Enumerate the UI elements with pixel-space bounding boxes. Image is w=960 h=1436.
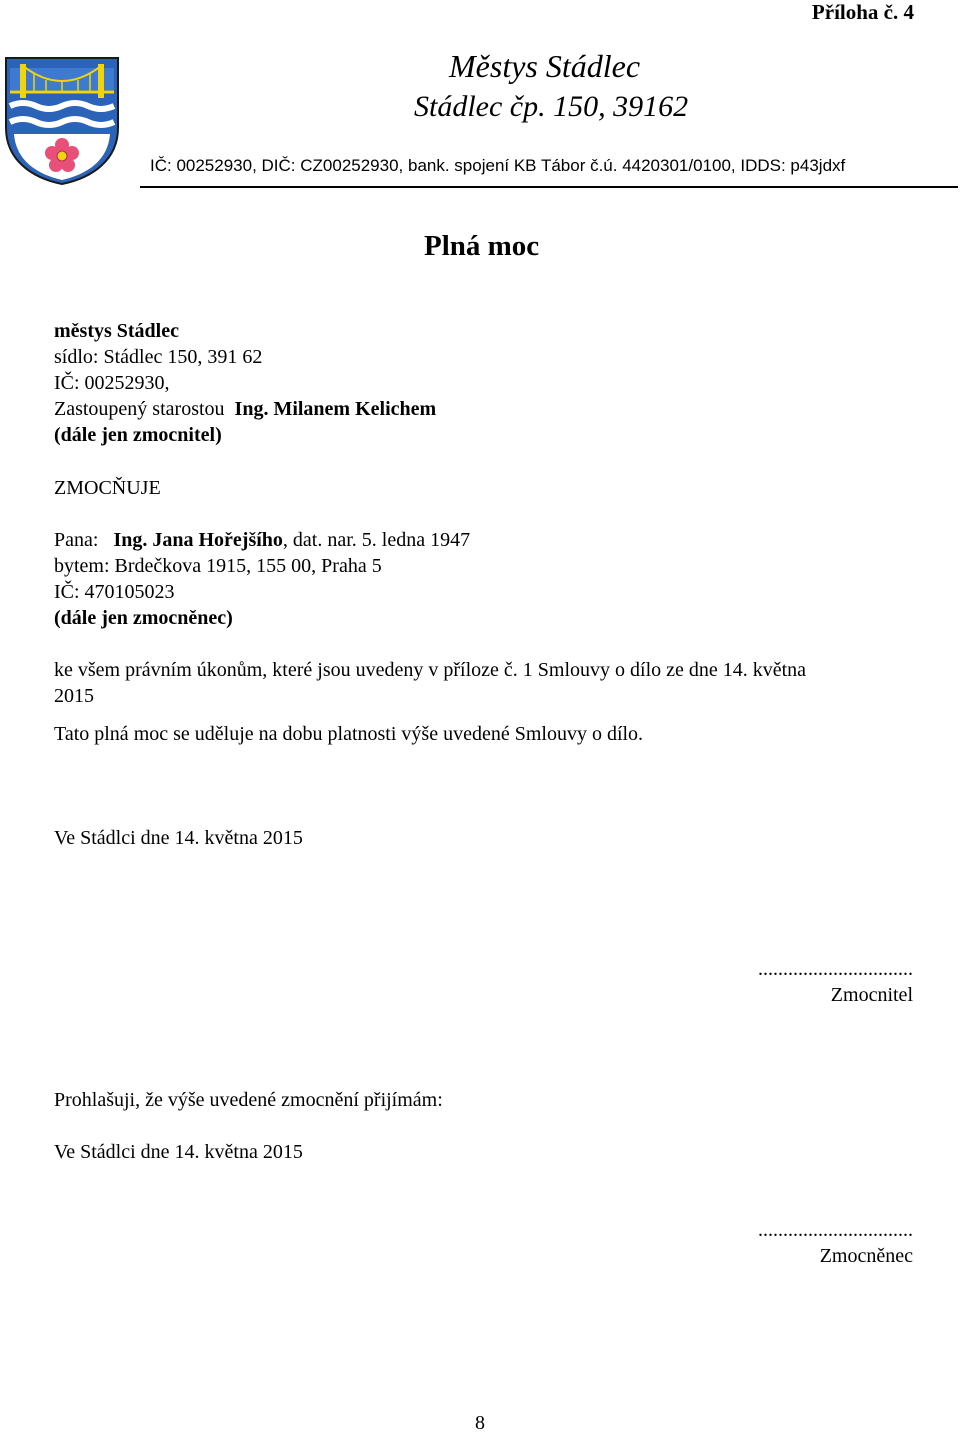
annex-label: Příloha č. 4 — [811, 0, 914, 24]
municipality-address: Stádlec čp. 150, 39162 — [414, 90, 689, 123]
coat-of-arms-icon — [4, 56, 120, 186]
grantor-alias: (dále jen zmocnitel) — [54, 424, 222, 446]
signature-line-grantee: ............................... — [758, 1219, 913, 1241]
represented-name: Ing. Milanem Kelichem — [234, 398, 437, 420]
scope-line-1: ke všem právním úkonům, které jsou uvedeny v příloze č. 1 Smlouvy o dílo ze dne 14. května — [54, 659, 807, 681]
grantor-ic: IČ: 00252930, — [54, 372, 170, 394]
grantee-ic: IČ: 470105023 — [54, 581, 175, 603]
signature-line-grantor: ............................... — [758, 958, 913, 980]
validity-statement: Tato plná moc se uděluje na dobu platnosti výše uvedené Smlouvy o dílo. — [54, 723, 644, 745]
authorization-verb: ZMOCŇUJE — [54, 477, 161, 499]
grantor-representation — [54, 398, 436, 421]
grantee-name: Ing. Jana Hořejšího — [113, 529, 283, 551]
document-title: Plná moc — [424, 230, 540, 262]
municipality-name: Městys Stádlec — [449, 48, 641, 84]
represented-prefix: Zastoupený starostou — [54, 398, 225, 420]
scope-line-2: 2015 — [54, 685, 94, 707]
place-date-1: Ve Stádlci dne 14. května 2015 — [54, 827, 303, 849]
grantee-alias: (dále jen zmocněnec) — [54, 607, 233, 629]
grantor-name: městys Stádlec — [54, 320, 179, 342]
place-date-2: Ve Stádlci dne 14. května 2015 — [54, 1141, 303, 1163]
grantee-birth: , dat. nar. 5. ledna 1947 — [282, 529, 471, 551]
identification-line: IČ: 00252930, DIČ: CZ00252930, bank. spojení KB Tábor č.ú. 4420301/0100, IDDS: p43jdxf — [150, 156, 846, 175]
signature-label-grantor: Zmocnitel — [830, 984, 913, 1006]
grantee-residence: bytem: Brdečkova 1915, 155 00, Praha 5 — [54, 555, 382, 577]
grantee-line — [54, 529, 470, 552]
page-number: 8 — [475, 1412, 485, 1434]
grantor-seat: sídlo: Stádlec 150, 391 62 — [54, 346, 263, 368]
grantee-prefix: Pana: — [54, 529, 99, 551]
acceptance-statement: Prohlašuji, že výše uvedené zmocnění přijímám: — [54, 1089, 443, 1111]
header-divider — [140, 186, 958, 188]
signature-label-grantee: Zmocněnec — [819, 1245, 913, 1267]
